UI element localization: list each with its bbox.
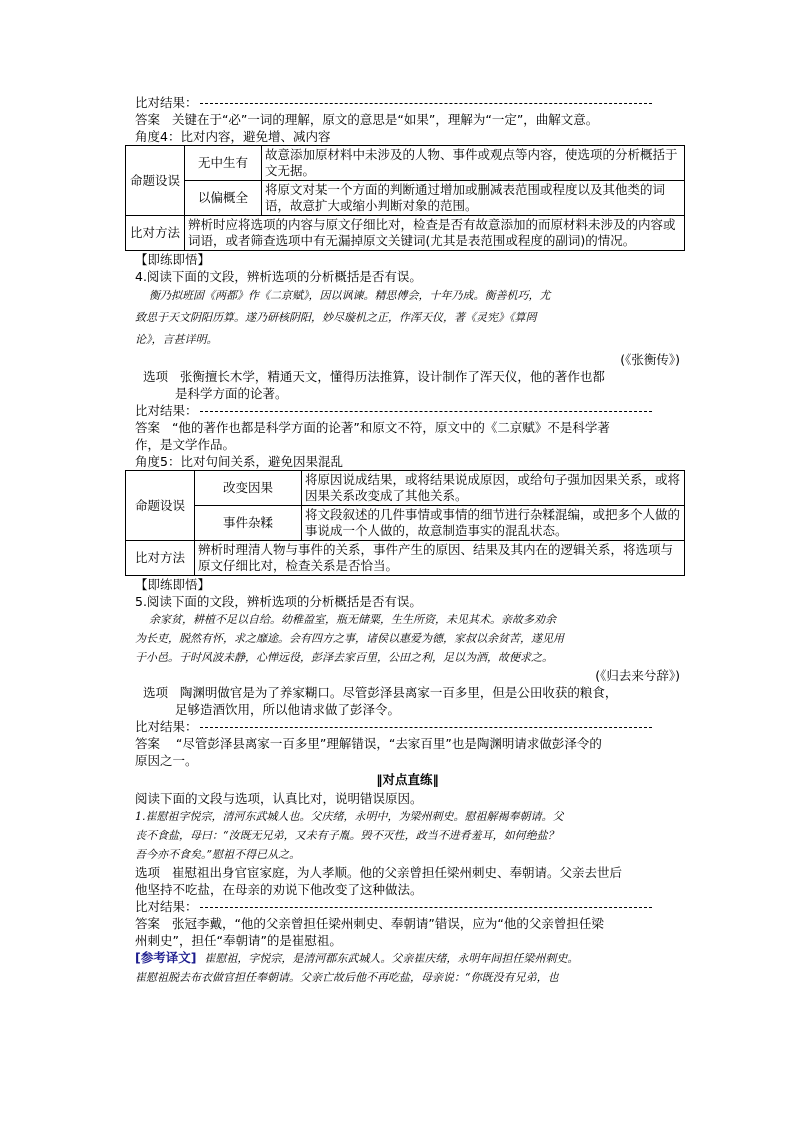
q4-option-cont: 是科学方面的论著。 bbox=[175, 386, 288, 401]
p1-answer: 答案 张冠李戴，“他的父亲曾担任梁州刺史、奉朝请”错误，应为“他的父亲曾担任梁 bbox=[135, 916, 604, 931]
angle4-table bbox=[125, 145, 685, 251]
q5-classic-line: 余家贫，耕植不足以自给。幼稚盈室，瓶无储粟，生生所资，未见其术。亲故多劝余 bbox=[149, 613, 556, 626]
answer-blank bbox=[200, 727, 652, 728]
q5-option: 选项 陶渊明做官是为了养家糊口。尽管彭泽县离家一百多里，但是公田收获的粮食， bbox=[142, 685, 618, 700]
p1-classic-line: 吾今亦不食矣。”慰祖不得已从之。 bbox=[135, 848, 301, 861]
q5-answer: 答案 “尽管彭泽县离家一百多里”理解错误，“去家百里”也是陶渊明请求做彭泽令的 bbox=[135, 736, 602, 751]
practice-intro: 阅读下面的文段与选项，认真比对，说明错误原因。 bbox=[135, 791, 423, 806]
answer-line bbox=[135, 111, 680, 128]
translation-line: [参考译文] 崔慰祖，字悦宗，是清河郡东武城人。父亲崔庆绪，永明年间担任梁州刺史。 bbox=[135, 950, 579, 965]
p1-classic-line: 1.崔慰祖字悦宗，清河东武城人也。父庆绪，永明中，为梁州刺史。慰祖解褐奉朝请。父 bbox=[135, 810, 564, 823]
angle4-row2-text: 将原文对某一个方面的判断通过增加或删减表范围或程度以及其他类的词语，故意扩大或缩小判断对象的范围。 bbox=[262, 181, 685, 216]
compare-result-line: 比对结果： bbox=[135, 402, 680, 419]
practice-label-4: 【即练即悟】 bbox=[135, 252, 211, 267]
practice-label-5: 【即练即悟】 bbox=[135, 577, 211, 592]
compare-result-line: 比对结果： bbox=[135, 898, 680, 915]
angle5-method-label: 比对方法 bbox=[126, 541, 195, 576]
angle5-method-text: 辨析时理清人物与事件的关系，事件产生的原因、结果及其内在的逻辑关系，将选项与原文仔细比对，检查关系是否恰当。 bbox=[195, 541, 685, 576]
angle4-head: 命题设误 bbox=[126, 146, 185, 216]
p1-option-cont: 他坚持不吃盐，在母亲的劝说下他改变了这种做法。 bbox=[135, 882, 423, 897]
answer-blank bbox=[200, 103, 652, 104]
compare-result-label: 比对结果： bbox=[135, 95, 198, 110]
q4-answer-cont: 作，是文学作品。 bbox=[135, 437, 236, 452]
p1-answer-cont: 州刺史”，担任“奉朝请”的是崔慰祖。 bbox=[135, 933, 342, 948]
q4-answer: 答案 “他的著作也都是科学方面的论著”和原文不符，原文中的《二京赋》不是科学著 bbox=[135, 420, 610, 435]
q5-classic-line: 为长吏，脱然有怀，求之靡途。会有四方之事，诸侯以惠爱为德，家叔以余贫苦，遂见用 bbox=[135, 632, 564, 645]
angle4-row1-text: 故意添加原材料中未涉及的人物、事件或观点等内容，使选项的分析概括于文无据。 bbox=[262, 146, 685, 181]
answer-blank bbox=[200, 411, 652, 412]
option-label: 选项 bbox=[142, 369, 168, 384]
q4-source: (《张衡传》) bbox=[620, 352, 680, 367]
angle4-row2-label: 以偏概全 bbox=[185, 181, 262, 216]
answer-label: 答案 bbox=[135, 112, 161, 127]
translation-label: [参考译文] bbox=[135, 950, 197, 965]
p1-option: 选项 崔慰祖出身官宦家庭，为人孝顺。他的父亲曾担任梁州刺史、奉朝请。父亲去世后 bbox=[135, 865, 622, 880]
angle4-row1-label: 无中生有 bbox=[185, 146, 262, 181]
answer-text: 关键在于“必”一词的理解，原文的意思是“如果”，理解为“一定”，曲解文意。 bbox=[171, 112, 599, 127]
angle4-title: 角度4：比对内容，避免增、减内容 bbox=[135, 129, 331, 144]
q4-classic-line: 论》，言甚详明。 bbox=[135, 333, 218, 346]
q5-option-cont: 足够造酒饮用，所以他请求做了彭泽令。 bbox=[175, 702, 401, 717]
angle4-method-label: 比对方法 bbox=[126, 216, 185, 251]
angle5-row2-label: 事件杂糅 bbox=[195, 506, 302, 541]
angle4-method-text: 辨析时应将选项的内容与原文仔细比对，检查是否有故意添加的而原材料未涉及的内容或词语，或者筛查选项中有无漏掉原文关键词(尤其是表范围或程度的副词)的情况。 bbox=[185, 216, 685, 251]
angle5-row1-label: 改变因果 bbox=[195, 471, 302, 506]
compare-result-line: 比对结果： bbox=[135, 718, 680, 735]
q5-answer-cont: 原因之一。 bbox=[135, 753, 198, 768]
angle5-title: 角度5：比对句间关系，避免因果混乱 bbox=[135, 454, 343, 469]
angle5-table bbox=[125, 470, 685, 576]
q5-source: (《归去来兮辞》) bbox=[595, 668, 680, 683]
q4-classic-line: 致思于天文阴阳历算。遂乃研核阴阳，妙尽璇机之正，作浑天仪，著《灵宪》《算罔 bbox=[135, 311, 537, 324]
q5-prompt: 5.阅读下面的文段，辨析选项的分析概括是否有误。 bbox=[135, 594, 422, 609]
angle5-row1-text: 将原因说成结果，或将结果说成原因，或给句子强加因果关系，或将因果关系改变成了其他关系。 bbox=[302, 471, 685, 506]
q5-classic-line: 于小邑。于时风波未静，心惮远役，彭泽去家百里，公田之利，足以为酒，故便求之。 bbox=[135, 651, 553, 664]
section-title: ‖对点直练‖ bbox=[376, 772, 439, 787]
translation-cont: 崔慰祖脱去布衣做官担任奉朝请。父亲亡故后他不再吃盐，母亲说：“你既没有兄弟，也 bbox=[135, 971, 559, 984]
q4-classic-line: 衡乃拟班固《两都》作《二京赋》，因以讽谏。精思傅会，十年乃成。衡善机巧，尤 bbox=[149, 289, 551, 302]
answer-blank bbox=[200, 907, 652, 908]
angle5-row2-text: 将文段叙述的几件事情或事情的细节进行杂糅混编，或把多个人做的事说成一个人做的，故意制造事实的混乱状态。 bbox=[302, 506, 685, 541]
q4-option: 选项 张衡擅长木学，精通天文，懂得历法推算，设计制作了浑天仪，他的著作也都 bbox=[142, 369, 605, 384]
p1-classic-line: 丧不食盐，母曰：“汝既无兄弟，又未有子胤。毁不灭性，政当不进肴羞耳，如何绝盐？ bbox=[135, 829, 559, 842]
q4-prompt: 4.阅读下面的文段，辨析选项的分析概括是否有误。 bbox=[135, 269, 422, 284]
compare-result-line bbox=[135, 94, 680, 111]
document-page bbox=[129, 94, 681, 987]
angle5-head: 命题设误 bbox=[126, 471, 195, 541]
